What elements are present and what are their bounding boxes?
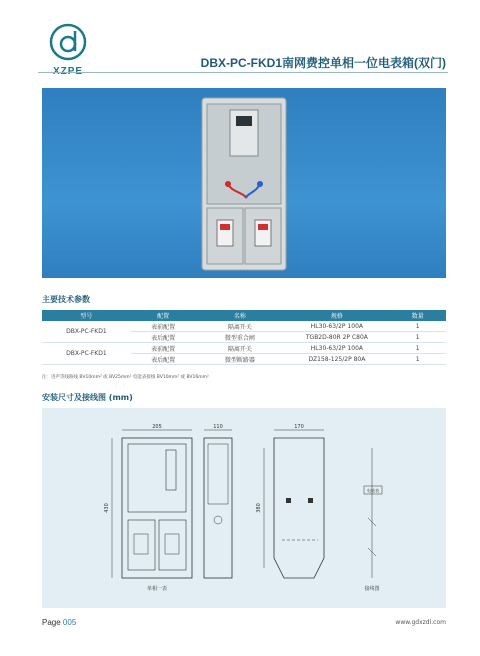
table-cell-config: 表后配置 xyxy=(131,354,196,365)
specs-table xyxy=(42,310,446,365)
col-config: 配置 xyxy=(131,310,196,321)
col-name: 名称 xyxy=(196,310,285,321)
table-cell-config: 表前配置 xyxy=(131,343,196,354)
table-cell-config: 表前配置 xyxy=(131,321,196,332)
table-cell-qty: 1 xyxy=(389,354,446,365)
brand-logo xyxy=(44,22,92,66)
install-heading: 安装尺寸及接线图 (mm) xyxy=(42,393,133,402)
table-row xyxy=(42,321,446,332)
col-qty: 数量 xyxy=(389,310,446,321)
page-number xyxy=(42,618,76,627)
table-cell-spec: TGB2D-80R 2P C80A xyxy=(284,332,389,343)
table-cell-qty: 1 xyxy=(389,343,446,354)
product-photo xyxy=(42,88,446,278)
table-cell-qty: 1 xyxy=(389,332,446,343)
technical-drawing xyxy=(42,408,446,608)
table-cell-qty: 1 xyxy=(389,321,446,332)
table-cell-name: 微型重合闸 xyxy=(196,332,285,343)
table-cell-config: 表后配置 xyxy=(131,332,196,343)
website-link[interactable]: www.gdxzdl.com xyxy=(395,619,446,626)
meter-box-illustration xyxy=(42,88,446,278)
wiring-note: 注：进声等线路线 BV10mm² 或 BV25mm² 电能表接线 BV10mm² 或 BV16mm² xyxy=(42,375,209,380)
col-spec: 规格 xyxy=(284,310,389,321)
table-row xyxy=(42,343,446,354)
table-cell-name: 隔离开关 xyxy=(196,343,285,354)
table-header-row xyxy=(42,310,446,321)
specs-heading: 主要技术参数 xyxy=(42,295,90,304)
table-cell-model: DBX-PC-FKD1 xyxy=(42,321,131,343)
table-cell-name: 微型断路器 xyxy=(196,354,285,365)
dim-width: 205 xyxy=(152,424,162,430)
table-cell-spec: DZ158-125/2P 80A xyxy=(284,354,389,365)
label-front-view: 单相一表 xyxy=(146,586,168,592)
label-wiring: 接线图 xyxy=(364,586,380,592)
dim-depth: 110 xyxy=(213,424,223,430)
meter-label: 电能表 xyxy=(367,488,379,493)
page-label: Page xyxy=(42,618,61,627)
table-cell-model: DBX-PC-FKD1 xyxy=(42,343,131,365)
col-model: 型号 xyxy=(42,310,131,321)
page-title: DBX-PC-FKD1南网费控单相一位电表箱(双门) xyxy=(200,56,446,70)
dim-back-height: 380 xyxy=(256,503,262,513)
installation-diagram xyxy=(42,408,446,608)
table-cell-spec: HL30-63/2P 100A xyxy=(284,343,389,354)
d-circle-logo-icon xyxy=(48,22,88,62)
dim-back-width: 170 xyxy=(294,424,304,430)
table-cell-spec: HL30-63/2P 100A xyxy=(284,321,389,332)
page-number-value: 005 xyxy=(62,618,77,627)
table-cell-name: 隔离开关 xyxy=(196,321,285,332)
title-divider xyxy=(38,72,448,73)
dim-height: 430 xyxy=(104,503,110,513)
